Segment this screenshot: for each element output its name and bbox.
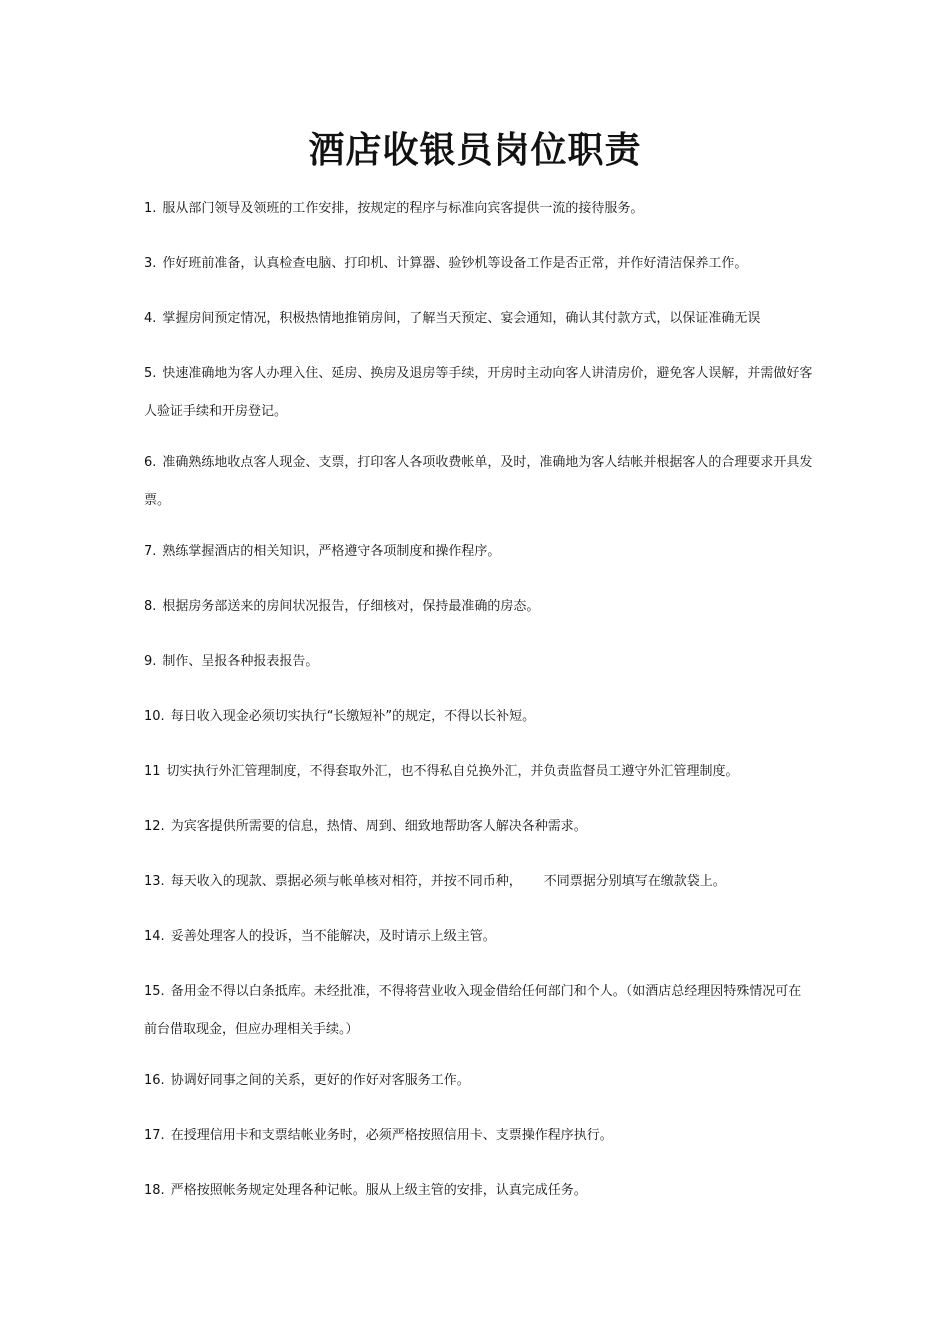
item-text-continued: 不同票据分别填写在缴款袋上。 [543,874,726,889]
item-text: 熟练掌握酒店的相关知识，严格遵守各项制度和操作程序。 [162,544,501,559]
item-number: 10. [144,709,165,724]
item-text: 准确熟练地收点客人现金、支票，打印客人各项收费帐单，及时，准确地为客人结帐并根据客人的合理要求开具发票。 [144,455,813,508]
item-number: 15. [144,984,165,999]
list-item [144,444,814,520]
item-text: 协调好同事之间的关系，更好的作好对客服务工作。 [170,1073,470,1088]
item-text: 妥善处理客人的投诉，当不能解决，及时请示上级主管。 [170,929,496,944]
item-text: 备用金不得以白条抵库。未经批准，不得将营业收入现金借给任何部门和个人。（如酒店总经理因特殊情况可在前台借取现金，但应办理相关手续。） [144,984,802,1037]
list-item [144,249,814,279]
item-text: 根据房务部送来的房间状况报告，仔细核对，保持最准确的房态。 [162,599,540,614]
item-text: 每天收入的现款、票据必须与帐单核对相符，并按不同币种， [170,874,522,889]
list-item [144,922,814,952]
item-text: 在授理信用卡和支票结帐业务时，必须严格按照信用卡、支票操作程序执行。 [170,1128,613,1143]
list-item [144,304,814,334]
item-number: 5. [144,366,157,381]
item-text: 每日收入现金必须切实执行“长缴短补”的规定，不得以长补短。 [170,709,536,724]
item-number: 6. [144,455,157,470]
item-number: 11 [144,764,161,779]
item-text: 作好班前准备，认真检查电脑、打印机、计算器、验钞机等设备工作是否正常，并作好清洁保养工作。 [162,256,748,271]
item-number: 13. [144,874,165,889]
list-item [144,867,814,897]
page-title: 酒店收银员岗位职责 [308,129,642,171]
item-text: 严格按照帐务规定处理各种记帐。服从上级主管的安排，认真完成任务。 [170,1183,587,1198]
item-number: 17. [144,1128,165,1143]
list-item [144,1066,814,1096]
item-number: 18. [144,1183,165,1198]
list-item [144,194,814,224]
item-number: 7. [144,544,157,559]
duty-list [144,194,814,1231]
item-text: 掌握房间预定情况，积极热情地推销房间，了解当天预定、宴会通知，确认其付款方式，以保证准确无误 [162,311,761,326]
item-number: 16. [144,1073,165,1088]
item-text: 切实执行外汇管理制度，不得套取外汇，也不得私自兑换外汇，并负责监督员工遵守外汇管理制度。 [166,764,739,779]
list-item [144,757,814,787]
list-item [144,812,814,842]
item-number: 12. [144,819,165,834]
list-item [144,537,814,567]
list-item [144,592,814,622]
item-number: 9. [144,654,157,669]
list-item [144,1176,814,1206]
item-text: 快速准确地为客人办理入住、延房、换房及退房等手续，开房时主动向客人讲清房价，避免客人误解，并需做好客人验证手续和开房登记。 [144,366,813,419]
item-number: 4. [144,311,157,326]
item-text: 制作、呈报各种报表报告。 [162,654,319,669]
item-number: 8. [144,599,157,614]
item-number: 14. [144,929,165,944]
item-number: 1. [144,201,157,216]
list-item [144,355,814,431]
list-item [144,702,814,732]
list-item [144,647,814,677]
item-text: 服从部门领导及领班的工作安排，按规定的程序与标准向宾客提供一流的接待服务。 [162,201,644,216]
list-item [144,973,814,1049]
list-item [144,1121,814,1151]
item-number: 3. [144,256,157,271]
item-text: 为宾客提供所需要的信息，热情、周到、细致地帮助客人解决各种需求。 [170,819,587,834]
